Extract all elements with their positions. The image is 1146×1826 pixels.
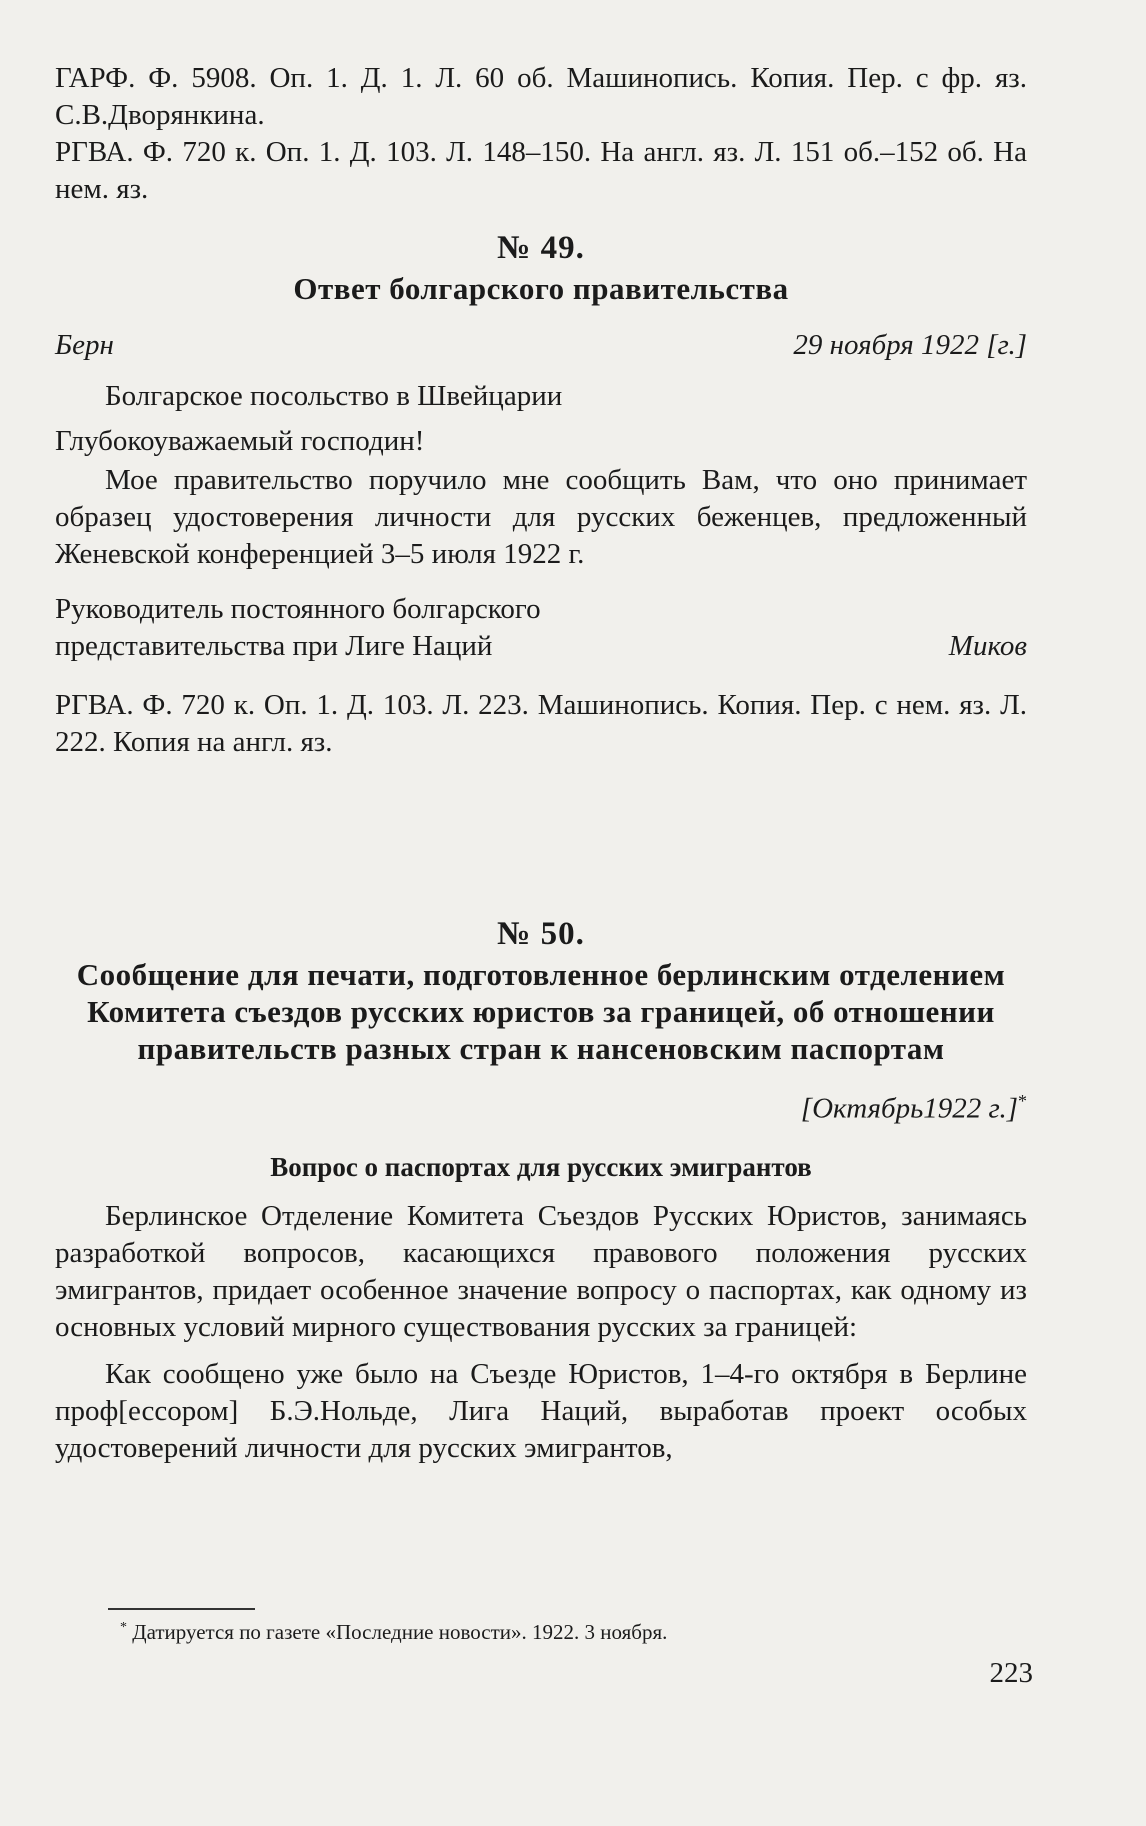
document-49-signature-name: Миков (948, 630, 1027, 662)
document-49-date: 29 ноября 1922 [г.] (793, 329, 1027, 361)
document-49-place-date (55, 327, 1027, 364)
document-50-date: [Октябрь1922 г.] (800, 1092, 1018, 1125)
document-49-place: Берн (55, 329, 114, 361)
document-49-archive-reference: РГВА. Ф. 720 к. Оп. 1. Д. 103. Л. 223. Машинопись. Копия. Пер. с нем. яз. Л. 222. Копия на англ. яз. (55, 689, 1027, 758)
footnote-mark: * (120, 1620, 127, 1635)
document-50-number: № 50. (497, 916, 585, 952)
document-50-footnote-mark: * (1018, 1091, 1027, 1111)
footnote (120, 1614, 667, 1646)
document-49 (55, 228, 1027, 761)
archive-reference-top (55, 60, 1027, 208)
document-49-number: № 49. (497, 230, 585, 266)
document-49-body: Мое правительство поручило мне сообщить Вам, что оно принимает образец удостоверения личности для русских беженцев, предложенный Женевской конференцией 3–5 июля 1922 г. (55, 464, 1027, 570)
document-50 (55, 914, 1027, 1467)
document-49-signature (55, 591, 1027, 665)
document-49-signature-title-1: Руководитель постоянного болгарского (55, 593, 541, 625)
document-49-signature-title-2: представительства при Лиге Наций (55, 630, 493, 662)
footnote-text: Датируется по газете «Последние новости». 1922. 3 ноября. (132, 1620, 668, 1644)
document-49-signature-line (55, 628, 1027, 665)
archive-reference-garf: ГАРФ. Ф. 5908. Оп. 1. Д. 1. Л. 60 об. Машинопись. Копия. Пер. с фр. яз. С.В.Дворянкина. (55, 62, 1027, 131)
document-49-title: Ответ болгарского правительства (293, 271, 789, 306)
page-number: 223 (989, 1657, 1033, 1689)
document-50-date-line (55, 1083, 1027, 1128)
footnote-rule (108, 1608, 255, 1610)
document-49-addressee: Болгарское посольство в Швейцарии (105, 380, 563, 412)
archive-reference-rgva: РГВА. Ф. 720 к. Оп. 1. Д. 103. Л. 148–150. На англ. яз. Л. 151 об.–152 об. На нем. яз. (55, 136, 1027, 205)
document-49-salutation: Глубокоуважаемый господин! (55, 425, 425, 457)
document-50-paragraph-2: Как сообщено уже было на Съезде Юристов, 1–4-го октября в Берлине проф[ессором] Б.Э.Нольде, Лига Наций, выработав проект особых удостоверений личности для русских эмигрантов, (55, 1357, 1027, 1464)
document-50-title: Сообщение для печати, подготовленное берлинским отделением Комитета съездов русских юристов за границей, об отношении правительств разных стран к нансеновским паспортам (76, 957, 1006, 1066)
document-50-paragraph-1: Берлинское Отделение Комитета Съездов Русских Юристов, занимаясь разработкой вопросов, касающихся правового положения русских эмигрантов, придает особенное значение вопросу о паспортах, как одному из основных условий мирного существования русских за границей: (55, 1199, 1027, 1343)
document-50-subtitle: Вопрос о паспортах для русских эмигрантов (270, 1151, 812, 1182)
